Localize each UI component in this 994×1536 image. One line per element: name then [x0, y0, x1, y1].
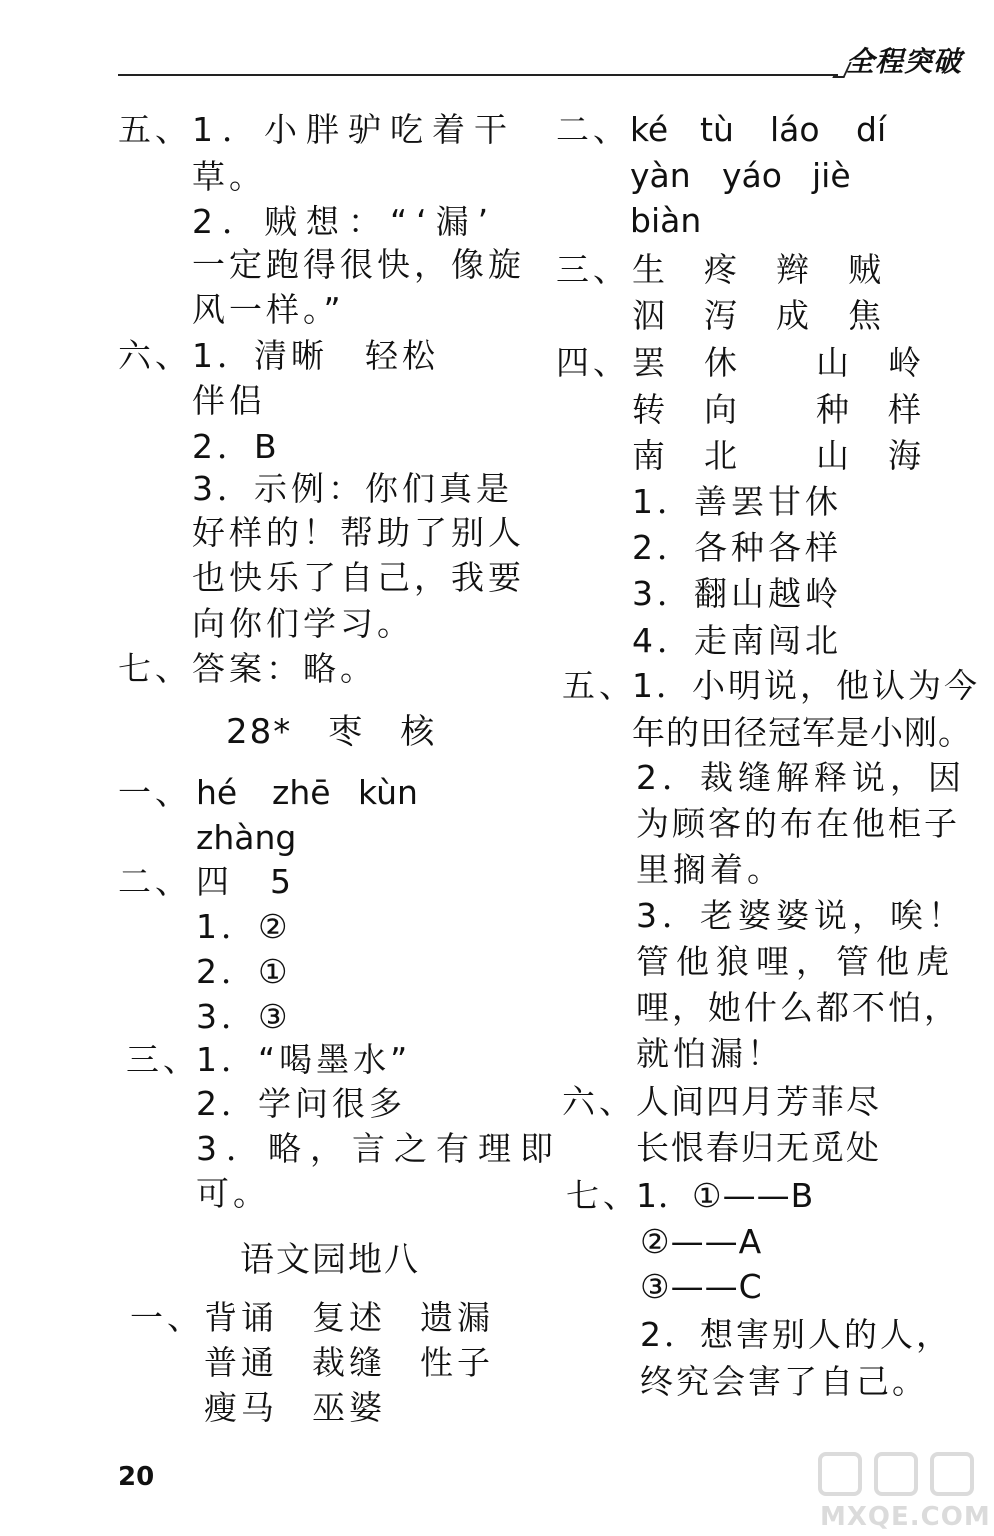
char: 转: [632, 390, 669, 429]
watermark-logo: [818, 1452, 991, 1532]
lesson-title: 28* 枣 核: [226, 712, 437, 752]
char: 山: [816, 343, 853, 382]
r4-label: 四、: [556, 343, 630, 382]
lesson-1-label: 一、: [118, 773, 192, 812]
s6-line6: 也快乐了自己，我要: [192, 558, 525, 597]
r7-line2: 终究会害了自己。: [640, 1362, 928, 1401]
pinyin-item: yàn: [630, 156, 691, 195]
char: 海: [888, 436, 925, 475]
watermark-box: [930, 1452, 974, 1496]
char: 泅: [632, 296, 669, 335]
s6-line3: 2．B: [192, 427, 281, 466]
r4-row3: [632, 436, 925, 476]
word: 背诵: [204, 1298, 278, 1337]
word: 普通: [204, 1343, 278, 1382]
pinyin-item: tù: [700, 110, 734, 149]
r2-label: 二、: [556, 110, 630, 149]
r5-line7: 管他狼哩，管他虎: [636, 942, 956, 981]
l2-line1: 四 5: [196, 862, 295, 901]
s5-line4: 一定跑得很快，像旋: [192, 245, 525, 284]
char: 泻: [704, 296, 741, 335]
l3-line3: 3．略，言之有理即: [196, 1129, 562, 1168]
lesson-3-label: 三、: [126, 1040, 200, 1079]
header-title: 全程突破: [846, 45, 963, 78]
lesson-1-pinyin-2: zhàng: [196, 818, 297, 857]
char: 种: [816, 390, 853, 429]
s5-line3: 2．贼想：“‘漏’: [192, 202, 498, 241]
pinyin-item: ké: [630, 110, 669, 149]
r5-line2: 年的田径冠军是小刚。: [632, 713, 972, 752]
section-6-label: 六、: [118, 336, 192, 375]
l3-line1: 1．“喝墨水”: [196, 1040, 412, 1079]
section-7-label: 七、: [118, 649, 192, 688]
r5-line3: 2．裁缝解释说，因: [636, 758, 966, 797]
char: 岭: [888, 343, 925, 382]
r4-answer1: 1．善罢甘休: [632, 482, 842, 521]
r5-line9: 就怕漏！: [636, 1034, 784, 1073]
char: 贼: [848, 250, 885, 289]
watermark-box: [818, 1452, 862, 1496]
garden-1-row3: [204, 1388, 386, 1428]
page-number: 20: [118, 1462, 155, 1492]
s6-line7: 向你们学习。: [192, 604, 414, 643]
r7-line1: 2．想害别人的人，: [640, 1315, 952, 1354]
r4-answer2: 2．各种各样: [632, 528, 842, 567]
word: 遗漏: [420, 1298, 494, 1337]
r6-label: 六、: [562, 1082, 636, 1121]
header-rule: [118, 74, 838, 76]
char: 休: [704, 343, 741, 382]
r3-row2: [632, 296, 885, 336]
s5-line2: 草。: [192, 157, 266, 196]
r5-line1: 1．小明说，他认为今: [632, 666, 980, 705]
l3-line4: 可。: [196, 1174, 270, 1213]
char: 成: [776, 296, 813, 335]
s5-line1: 1．小胖驴吃着干: [192, 110, 516, 149]
r6-line2: 长恨春归无觅处: [636, 1128, 881, 1167]
r4-answer3: 3．翻山越岭: [632, 574, 842, 613]
pinyin-item: zhē: [272, 773, 331, 812]
watermark-text: MXQE.COM: [820, 1502, 991, 1532]
r5-line6: 3．老婆婆说，唉！: [636, 896, 966, 935]
word: 复述: [312, 1298, 386, 1337]
char: 辫: [776, 250, 813, 289]
r2-pinyin-row3: biàn: [630, 201, 702, 240]
watermark-box: [874, 1452, 918, 1496]
pinyin-item: jiè: [812, 156, 851, 195]
r2-pinyin-row2: [630, 156, 851, 196]
l3-line2: 2．学问很多: [196, 1084, 406, 1123]
garden-1-row2: [204, 1343, 494, 1383]
r4-answer4: 4．走南闯北: [632, 621, 842, 660]
r4-row1: [632, 343, 925, 383]
r7-label: 七、: [566, 1176, 640, 1215]
char: 南: [632, 436, 669, 475]
word: 性子: [420, 1343, 494, 1382]
word: 瘦马: [204, 1388, 278, 1427]
char: 样: [888, 390, 925, 429]
char: 焦: [848, 296, 885, 335]
l2-line4: 3．③: [196, 997, 292, 1036]
section-5-label: 五、: [118, 110, 192, 149]
char: 北: [704, 436, 741, 475]
garden-1-label: 一、: [130, 1298, 204, 1337]
r2-pinyin-row1: [630, 110, 886, 150]
word: 巫婆: [312, 1388, 386, 1427]
char: 疼: [704, 250, 741, 289]
lesson-2-label: 二、: [118, 862, 192, 901]
pinyin-item: láo: [770, 110, 820, 149]
lesson-1-pinyin: [196, 773, 418, 813]
s6-line1: 1．清晰 轻松: [192, 336, 439, 375]
s7-line1: 答案：略。: [192, 649, 377, 688]
pinyin-item: dí: [856, 110, 887, 149]
r5-label: 五、: [562, 666, 636, 705]
r7-match1: 1．①——B: [636, 1176, 815, 1215]
l2-line2: 1．②: [196, 907, 292, 946]
pinyin-item: hé: [196, 773, 238, 812]
char: 罢: [632, 343, 669, 382]
r5-line4: 为顾客的布在他柜子: [636, 804, 960, 843]
r5-line8: 哩，她什么都不怕，: [636, 988, 960, 1027]
pinyin-item: kùn: [358, 773, 418, 812]
r3-row1: [632, 250, 885, 290]
char: 向: [704, 390, 741, 429]
s6-line2: 伴侣: [192, 381, 266, 420]
l2-line3: 2．①: [196, 952, 292, 991]
r7-match2: ②——A: [640, 1222, 763, 1261]
char: 生: [632, 250, 669, 289]
s5-line5: 风一样。”: [192, 290, 345, 329]
r3-label: 三、: [556, 250, 630, 289]
r4-row2: [632, 390, 925, 430]
s6-line5: 好样的！帮助了别人: [192, 513, 525, 552]
s6-line4: 3．示例：你们真是: [192, 469, 513, 508]
word: 裁缝: [312, 1343, 386, 1382]
garden-1-row1: [204, 1298, 494, 1338]
garden-title: 语文园地八: [240, 1240, 420, 1280]
char: 山: [816, 436, 853, 475]
r5-line5: 里搁着。: [636, 850, 784, 889]
r7-match3: ③——C: [640, 1267, 763, 1306]
pinyin-item: yáo: [722, 156, 782, 195]
r6-line1: 人间四月芳菲尽: [636, 1082, 881, 1121]
